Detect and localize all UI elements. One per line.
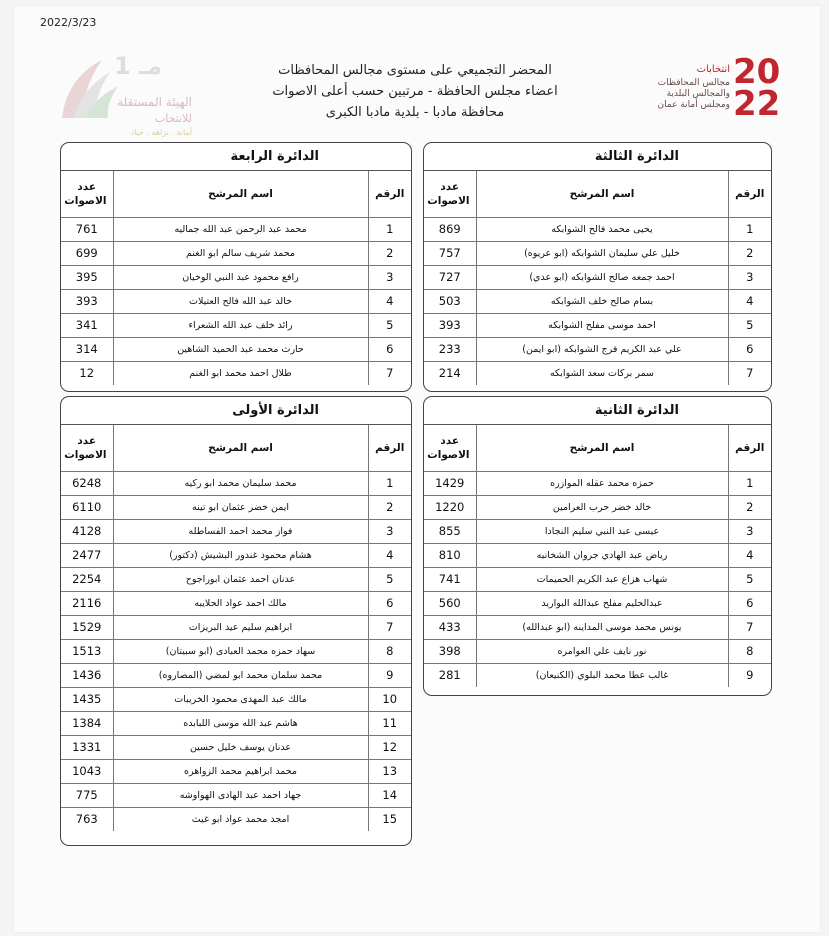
candidate-name: يحيى محمد فالح الشوابكه (476, 217, 728, 241)
table-row (424, 591, 771, 615)
table-row (424, 543, 771, 567)
vote-count: 6248 (61, 471, 113, 495)
candidate-name: مالك عبد المهدى محمود الخريبات (113, 687, 368, 711)
col-name-header: اسم المرشح (476, 425, 728, 471)
candidate-name: شهاب هزاع عبد الكريم الحميمات (476, 567, 728, 591)
candidate-number: 9 (728, 663, 771, 687)
candidate-number: 14 (368, 783, 411, 807)
document-header (250, 60, 580, 123)
candidate-name: يونس محمد موسى المداينه (ابو عبدالله) (476, 615, 728, 639)
candidate-number: 13 (368, 759, 411, 783)
candidate-number: 8 (368, 639, 411, 663)
vote-count: 2254 (61, 567, 113, 591)
table-row (424, 241, 771, 265)
candidate-number: 1 (728, 217, 771, 241)
vote-count: 214 (424, 361, 476, 385)
candidate-name: عيسى عبد النبي سليم النجادا (476, 519, 728, 543)
table-row (424, 471, 771, 495)
vote-count: 2116 (61, 591, 113, 615)
table-row (61, 543, 411, 567)
logo-line-2: للانتخاب (154, 112, 192, 125)
table-row (61, 217, 411, 241)
candidate-number: 4 (368, 543, 411, 567)
logo-year: 20 22 (733, 52, 781, 124)
elections-2022-logo (645, 52, 785, 134)
vote-count: 393 (61, 289, 113, 313)
header-line-2: اعضاء مجلس الحافظة - مرتبين حسب أعلى الاصوات (272, 84, 558, 99)
vote-count: 869 (424, 217, 476, 241)
table-row (61, 615, 411, 639)
col-votes-header: عدد الاصوات (424, 171, 476, 217)
table-row (61, 241, 411, 265)
vote-count: 314 (61, 337, 113, 361)
district-fourth-box (60, 142, 412, 392)
candidate-number: 1 (368, 471, 411, 495)
candidate-name: رافع محمود عبد النبي الوخيان (113, 265, 368, 289)
candidate-name: فواز محمد احمد الفساطله (113, 519, 368, 543)
district-fourth-table (61, 171, 411, 385)
vote-count: 6110 (61, 495, 113, 519)
candidate-number: 5 (368, 567, 411, 591)
table-row (424, 519, 771, 543)
candidate-name: ايمن خضر عثمان ابو تينه (113, 495, 368, 519)
candidate-name: احمد جمعه صالح الشوابكه (ابو عدي) (476, 265, 728, 289)
logo-ghost-text: مـ 1 (114, 52, 163, 80)
header-line-1: المحضر التجميعي على مستوى مجالس المحافظات (278, 63, 552, 78)
table-row (424, 663, 771, 687)
document-date: 2022/3/23 (40, 16, 97, 29)
district-second-box (423, 396, 772, 696)
candidate-number: 7 (368, 615, 411, 639)
vote-count: 1043 (61, 759, 113, 783)
candidate-number: 2 (368, 241, 411, 265)
candidate-number: 3 (728, 265, 771, 289)
table-row (61, 735, 411, 759)
header-line-3: محافظة مادبا - بلدية مادبا الكبرى (325, 105, 505, 120)
vote-count: 341 (61, 313, 113, 337)
candidate-number: 3 (368, 265, 411, 289)
col-votes-header: عدد الاصوات (61, 425, 113, 471)
vote-count: 2477 (61, 543, 113, 567)
candidate-name: عدنان يوسف خليل حسين (113, 735, 368, 759)
candidate-number: 1 (368, 217, 411, 241)
candidate-name: سهاد حمزه محمد العبادى (ابو سبيتان) (113, 639, 368, 663)
candidate-name: رائد خلف عبد الله الشعراء (113, 313, 368, 337)
table-row (424, 615, 771, 639)
candidate-number: 4 (728, 289, 771, 313)
table-row (61, 361, 411, 385)
vote-count: 763 (61, 807, 113, 831)
vote-count: 727 (424, 265, 476, 289)
candidate-number: 2 (728, 495, 771, 519)
table-row (424, 289, 771, 313)
vote-count: 560 (424, 591, 476, 615)
table-row (61, 471, 411, 495)
vote-count: 233 (424, 337, 476, 361)
table-row (61, 337, 411, 361)
vote-count: 398 (424, 639, 476, 663)
candidate-number: 5 (368, 313, 411, 337)
vote-count: 1331 (61, 735, 113, 759)
candidate-name: هشام محمود غندور البشيش (دكتور) (113, 543, 368, 567)
district-third-table (424, 171, 771, 385)
candidate-name: جهاد احمد عبد الهادى الهواوشه (113, 783, 368, 807)
candidate-name: حمزه محمد عقله الموازره (476, 471, 728, 495)
table-row (424, 361, 771, 385)
candidate-name: علي عبد الكريم فرج الشوابكه (ابو ايمن) (476, 337, 728, 361)
vote-count: 741 (424, 567, 476, 591)
candidate-name: عبدالحليم مفلح عبدالله البواريد (476, 591, 728, 615)
candidate-number: 2 (368, 495, 411, 519)
iec-logo (52, 48, 192, 138)
candidate-name: غالب عطا محمد البلوي (الكنيعان) (476, 663, 728, 687)
candidate-name: هاشم عبد الله موسى اللبابده (113, 711, 368, 735)
candidate-name: امجد محمد عواد ابو غيث (113, 807, 368, 831)
col-votes-header: عدد الاصوات (424, 425, 476, 471)
candidate-number: 5 (728, 313, 771, 337)
vote-count: 1436 (61, 663, 113, 687)
table-row (61, 783, 411, 807)
candidate-number: 6 (368, 337, 411, 361)
district-second-rows (424, 471, 771, 687)
candidate-number: 6 (728, 591, 771, 615)
table-row (61, 687, 411, 711)
table-row (61, 759, 411, 783)
vote-count: 757 (424, 241, 476, 265)
vote-count: 810 (424, 543, 476, 567)
vote-count: 775 (61, 783, 113, 807)
candidate-name: خالد عبد الله فالح العتيلات (113, 289, 368, 313)
candidate-number: 6 (728, 337, 771, 361)
candidate-name: محمد ابراهيم محمد الزواهره (113, 759, 368, 783)
table-row (61, 807, 411, 831)
candidate-number: 8 (728, 639, 771, 663)
candidate-name: ابراهيم سليم عيد البريزات (113, 615, 368, 639)
table-row (424, 567, 771, 591)
table-row (61, 567, 411, 591)
vote-count: 4128 (61, 519, 113, 543)
logo-line-3: أمانة . نزاهة . حياد (130, 128, 192, 137)
candidate-name: محمد شريف سالم ابو الغنم (113, 241, 368, 265)
vote-count: 281 (424, 663, 476, 687)
vote-count: 12 (61, 361, 113, 385)
table-row (61, 289, 411, 313)
vote-count: 855 (424, 519, 476, 543)
candidate-number: 7 (728, 615, 771, 639)
district-first-table (61, 425, 411, 831)
candidate-number: 1 (728, 471, 771, 495)
candidate-name: محمد سليمان محمد ابو ركيه (113, 471, 368, 495)
candidate-number: 15 (368, 807, 411, 831)
candidate-name: خالد خضر حرب العرامين (476, 495, 728, 519)
district-fourth-rows (61, 217, 411, 385)
candidate-name: رياض عبد الهادي جروان الشخانبه (476, 543, 728, 567)
col-name-header: اسم المرشح (476, 171, 728, 217)
vote-count: 761 (61, 217, 113, 241)
table-row (61, 591, 411, 615)
col-num-header: الرقم (728, 171, 771, 217)
table-row (61, 313, 411, 337)
candidate-name: سمر بركات سعد الشوابكه (476, 361, 728, 385)
district-third-title: الدائرة الثالثة (424, 143, 771, 171)
candidate-number: 7 (728, 361, 771, 385)
vote-count: 503 (424, 289, 476, 313)
table-row (61, 663, 411, 687)
col-num-header: الرقم (728, 425, 771, 471)
district-first-rows (61, 471, 411, 831)
col-name-header: اسم المرشح (113, 425, 368, 471)
candidate-number: 3 (368, 519, 411, 543)
candidate-number: 3 (728, 519, 771, 543)
vote-count: 1435 (61, 687, 113, 711)
candidate-name: مالك احمد عواد الحلايبه (113, 591, 368, 615)
table-row (61, 519, 411, 543)
candidate-number: 11 (368, 711, 411, 735)
table-row (424, 313, 771, 337)
vote-count: 433 (424, 615, 476, 639)
vote-count: 1384 (61, 711, 113, 735)
candidate-name: نور نايف علي العوامره (476, 639, 728, 663)
col-name-header: اسم المرشح (113, 171, 368, 217)
logo-subtitle-2: والمجالس البلدية (666, 89, 730, 99)
candidate-number: 7 (368, 361, 411, 385)
table-row (61, 265, 411, 289)
candidate-name: طلال احمد محمد ابو الغنم (113, 361, 368, 385)
candidate-name: محمد سلمان محمد ابو لمضي (المصاروه) (113, 663, 368, 687)
candidate-name: محمد عبد الرحمن عبد الله جماليه (113, 217, 368, 241)
table-row (61, 495, 411, 519)
candidate-number: 2 (728, 241, 771, 265)
district-second-title: الدائرة الثانية (424, 397, 771, 425)
district-third-rows (424, 217, 771, 385)
table-row (424, 337, 771, 361)
table-row (424, 217, 771, 241)
table-row (61, 639, 411, 663)
table-row (424, 495, 771, 519)
vote-count: 1513 (61, 639, 113, 663)
vote-count: 1529 (61, 615, 113, 639)
col-num-header: الرقم (368, 425, 411, 471)
candidate-name: بسام صالح خلف الشوابكه (476, 289, 728, 313)
candidate-number: 5 (728, 567, 771, 591)
candidate-number: 9 (368, 663, 411, 687)
district-first-title: الدائرة الأولى (61, 397, 411, 425)
col-votes-header: عدد الاصوات (61, 171, 113, 217)
col-num-header: الرقم (368, 171, 411, 217)
candidate-number: 4 (368, 289, 411, 313)
candidate-number: 12 (368, 735, 411, 759)
table-row (424, 639, 771, 663)
candidate-number: 10 (368, 687, 411, 711)
candidate-number: 6 (368, 591, 411, 615)
candidate-name: حارث محمد عبد الحميد الشاهين (113, 337, 368, 361)
vote-count: 1429 (424, 471, 476, 495)
candidate-name: عدنان احمد عثمان ابوراجوح (113, 567, 368, 591)
district-third-box (423, 142, 772, 392)
district-fourth-title: الدائرة الرابعة (61, 143, 411, 171)
district-first-box (60, 396, 412, 846)
vote-count: 699 (61, 241, 113, 265)
vote-count: 1220 (424, 495, 476, 519)
logo-subtitle-1: مجالس المحافظات (657, 78, 730, 88)
candidate-name: احمد موسى مفلح الشوابكه (476, 313, 728, 337)
table-row (424, 265, 771, 289)
district-second-table (424, 425, 771, 687)
vote-count: 393 (424, 313, 476, 337)
logo-title: انتخابات (696, 64, 730, 75)
vote-count: 395 (61, 265, 113, 289)
logo-subtitle-3: ومجلس أمانة عمان (657, 100, 730, 110)
candidate-name: خليل علي سليمان الشوابكه (ابو عريوه) (476, 241, 728, 265)
logo-line-1: الهيئة المستقلة (117, 95, 192, 109)
candidate-number: 4 (728, 543, 771, 567)
table-row (61, 711, 411, 735)
